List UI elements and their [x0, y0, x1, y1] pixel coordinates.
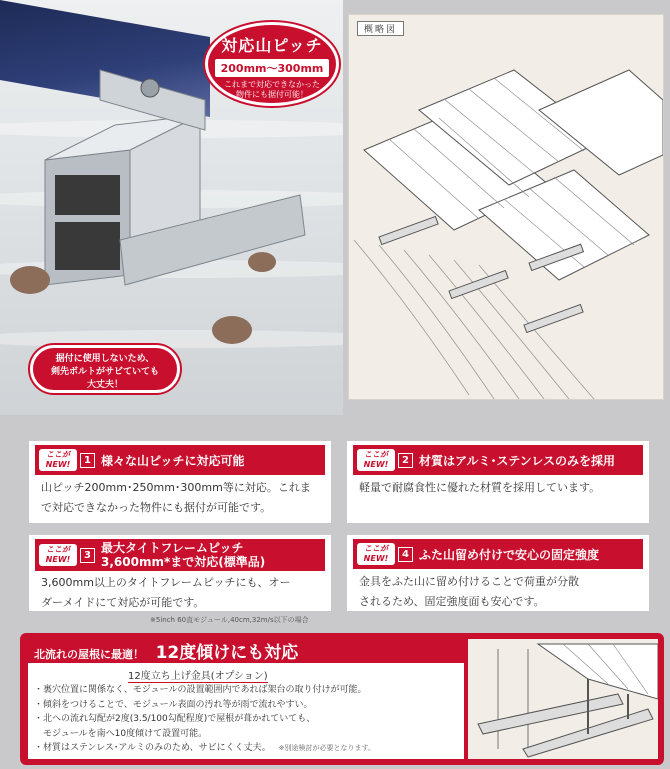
- feature-title: ふた山留め付けで安心の固定強度: [419, 547, 600, 562]
- product-photo: [0, 0, 343, 415]
- option-label: 12度立ち上げ金具(オプション): [128, 667, 268, 683]
- new-tag: ここが NEW!: [357, 449, 395, 471]
- feature-4: [346, 534, 650, 612]
- feature-text: 3,600mm以上のタイトフレームピッチにも、オー ダーメイドにて対応が可能です。: [41, 576, 291, 609]
- diagram-label: 概略図: [357, 21, 404, 36]
- tilt-bracket-illustration: [468, 639, 658, 759]
- overview-diagram: [348, 14, 664, 400]
- tilt-details: [28, 663, 464, 759]
- badge-title: 対応山ピッチ: [221, 36, 323, 55]
- feature-text: 軽量で耐腐食性に優れた材質を採用しています。: [359, 481, 601, 494]
- feature-text: 山ピッチ200mm･250mm･300mm等に対応。これま で対応できなかった物件にも据付が可能です。: [41, 481, 311, 514]
- feature-1: [28, 440, 332, 524]
- feature-number: 4: [398, 547, 413, 562]
- feature-number: 1: [80, 453, 95, 468]
- footnote: ※5inch 60直モジュール,40cm,32m/s以下の場合: [150, 616, 309, 624]
- feature-3-header: [35, 539, 325, 571]
- panel-array-illustration: [349, 15, 663, 399]
- feature-2: [346, 440, 650, 524]
- feature-title: 最大タイトフレームピッチ 3,600mm*まで対応(標準品): [101, 541, 266, 569]
- new-tag: ここが NEW!: [357, 543, 395, 565]
- tilt-title: 北流れの屋根に最適！ 12度傾けにも対応: [34, 643, 299, 663]
- feature-text: 金具をふた山に留め付けることで荷重が分散 されるため、固定強度面も安心です。: [359, 575, 579, 608]
- feature-1-header: [35, 445, 325, 475]
- badge-range: 200mm〜300mm: [215, 59, 330, 77]
- feature-title: 様々な山ピッチに対応可能: [101, 453, 245, 468]
- new-tag: ここが NEW!: [39, 544, 77, 566]
- feature-4-header: [353, 539, 643, 569]
- feature-title: 材質はアルミ･ステンレスのみを採用: [419, 453, 616, 468]
- tilt-bracket-diagram: [468, 639, 658, 759]
- feature-2-header: [353, 445, 643, 475]
- feature-number: 3: [80, 548, 95, 563]
- bolt-callout: 据付に使用しないため、 剣先ボルトがサビていても 大丈夫！: [30, 345, 180, 393]
- tilt-bullets: ・裏穴位置に関係なく、モジュールの設置範囲内であれば架台の取り付けが可能。 ・傾斜をつけることで、モジュール表面の汚れ等が雨で流れやすい。 ・北への流れ勾配が2度(3.5/100勾配程度)で屋根が葺かれていても、 モジュールを南へ10度傾けて設置可能。 ・材質はステンレス･アルミのみのため、サビにくく丈夫。 ※別途検討が必要となります。: [34, 685, 375, 753]
- pitch-badge: [205, 22, 339, 106]
- badge-note: これまで対応できなかった 物件にも据付可能！: [224, 80, 320, 100]
- feature-3: [28, 534, 332, 612]
- tilt-section: [20, 633, 664, 765]
- new-tag: ここが NEW!: [39, 449, 77, 471]
- feature-number: 2: [398, 453, 413, 468]
